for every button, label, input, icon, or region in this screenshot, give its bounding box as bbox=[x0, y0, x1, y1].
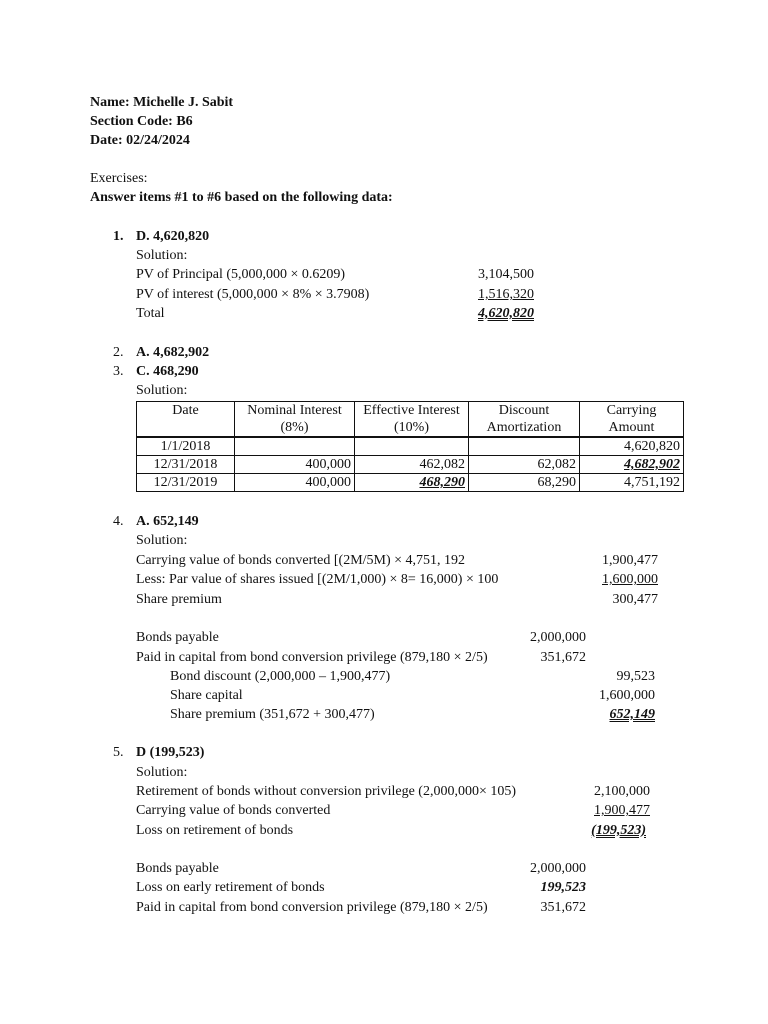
item1-line-value bbox=[440, 287, 534, 303]
item1-total-label: Total bbox=[136, 306, 165, 321]
item4-line-label: Share premium bbox=[136, 592, 222, 607]
item5-entry-label: Loss on early retirement of bonds bbox=[136, 880, 325, 895]
item5-line-value-text: (199,523) bbox=[591, 823, 646, 838]
item4-entry-credit-text: 652,149 bbox=[609, 707, 655, 722]
item5-answer: D (199,523) bbox=[136, 745, 205, 760]
table-cell bbox=[355, 437, 469, 456]
table-header-row bbox=[137, 402, 684, 438]
item3-answer: C. 468,290 bbox=[136, 364, 199, 379]
item4-entry-credit bbox=[560, 707, 655, 723]
item4-entry-debit: 2,000,000 bbox=[530, 630, 586, 645]
table-cell: 4,620,820 bbox=[580, 437, 684, 456]
item4-line-value: 1,900,477 bbox=[602, 553, 658, 568]
item4-line-label: Carrying value of bonds converted [(2M/5M) × 4,751, 192 bbox=[136, 553, 466, 568]
table-header-date: Date bbox=[137, 402, 235, 438]
table-cell: 62,082 bbox=[469, 456, 580, 474]
item4-entry-credit: 1,600,000 bbox=[599, 688, 655, 703]
item5-line-label: Loss on retirement of bonds bbox=[136, 823, 294, 838]
table-cell: 400,000 bbox=[235, 474, 355, 492]
table-cell bbox=[235, 437, 355, 456]
item4-line-value-text: 1,600,000 bbox=[602, 572, 658, 587]
table-cell-highlight bbox=[355, 474, 469, 492]
item5-entry-label: Bonds payable bbox=[136, 861, 219, 876]
item4-line-label: Less: Par value of shares issued [(2M/1,000) × 8= 16,000) × 100 bbox=[136, 572, 499, 587]
table-row bbox=[137, 456, 684, 474]
item5-line-label: Retirement of bonds without conversion privilege (2,000,000× 105) bbox=[136, 784, 516, 799]
table-cell: 462,082 bbox=[355, 456, 469, 474]
item4-solution-label: Solution: bbox=[136, 533, 188, 548]
table-row bbox=[137, 474, 684, 492]
item4-number: 4. bbox=[113, 514, 124, 529]
item3-number: 3. bbox=[113, 364, 124, 379]
table-header-effective: Effective Interest (10%) bbox=[355, 402, 469, 438]
item5-solution-label: Solution: bbox=[136, 765, 188, 780]
table-header-nominal: Nominal Interest (8%) bbox=[235, 402, 355, 438]
item1-line-label: PV of interest (5,000,000 × 8% × 3.7908) bbox=[136, 287, 370, 302]
item1-answer: D. 4,620,820 bbox=[136, 229, 210, 244]
item5-line-value: 2,100,000 bbox=[594, 784, 650, 799]
section-code: Section Code: B6 bbox=[90, 114, 193, 129]
item1-solution-label: Solution: bbox=[136, 248, 188, 263]
item4-line-value bbox=[560, 572, 658, 588]
table-cell-highlight-text: 468,290 bbox=[419, 475, 465, 490]
item1-line-value-text: 1,516,320 bbox=[478, 287, 534, 302]
item5-line-label: Carrying value of bonds converted bbox=[136, 803, 331, 818]
item5-entry-debit bbox=[490, 880, 586, 896]
item4-entry-credit: 99,523 bbox=[616, 669, 655, 684]
item5-line-value bbox=[560, 803, 650, 819]
table-cell: 12/31/2019 bbox=[137, 474, 235, 492]
item4-line-value: 300,477 bbox=[612, 592, 658, 607]
table-row bbox=[137, 437, 684, 456]
item5-entry-debit-text: 199,523 bbox=[540, 880, 586, 895]
item1-total-value-text: 4,620,820 bbox=[478, 306, 534, 321]
table-header-discount: Discount Amortization bbox=[469, 402, 580, 438]
item5-line-value-text: 1,900,477 bbox=[594, 803, 650, 818]
item4-answer: A. 652,149 bbox=[136, 514, 199, 529]
table-cell: 68,290 bbox=[469, 474, 580, 492]
item1-line-value: 3,104,500 bbox=[478, 267, 534, 282]
table-cell: 1/1/2018 bbox=[137, 437, 235, 456]
date: Date: 02/24/2024 bbox=[90, 133, 190, 148]
instruction: Answer items #1 to #6 based on the following data: bbox=[90, 190, 393, 205]
item2-number: 2. bbox=[113, 345, 124, 360]
item1-line-label: PV of Principal (5,000,000 × 0.6209) bbox=[136, 267, 346, 282]
item5-line-value bbox=[560, 823, 646, 839]
table-header-carrying: Carrying Amount bbox=[580, 402, 684, 438]
item5-entry-debit: 351,672 bbox=[540, 900, 586, 915]
table-cell: 4,751,192 bbox=[580, 474, 684, 492]
item2-answer: A. 4,682,902 bbox=[136, 345, 210, 360]
item4-entry-label: Share premium (351,672 + 300,477) bbox=[170, 707, 375, 722]
item4-entry-debit: 351,672 bbox=[540, 650, 586, 665]
item1-total-value bbox=[440, 306, 534, 322]
item3-solution-label: Solution: bbox=[136, 383, 188, 398]
item5-number: 5. bbox=[113, 745, 124, 760]
table-cell bbox=[469, 437, 580, 456]
item4-entry-label: Bonds payable bbox=[136, 630, 219, 645]
table-cell-highlight bbox=[580, 456, 684, 474]
table-cell-highlight-text: 4,682,902 bbox=[624, 457, 680, 472]
student-name: Name: Michelle J. Sabit bbox=[90, 95, 234, 110]
amortization-table bbox=[136, 401, 684, 492]
item5-entry-label: Paid in capital from bond conversion privilege (879,180 × 2/5) bbox=[136, 900, 488, 915]
item1-number: 1. bbox=[113, 229, 124, 244]
item4-entry-label: Paid in capital from bond conversion privilege (879,180 × 2/5) bbox=[136, 650, 488, 665]
table-cell: 12/31/2018 bbox=[137, 456, 235, 474]
table-cell: 400,000 bbox=[235, 456, 355, 474]
item4-entry-label: Bond discount (2,000,000 – 1,900,477) bbox=[170, 669, 391, 684]
item5-entry-debit: 2,000,000 bbox=[530, 861, 586, 876]
exercises-label: Exercises: bbox=[90, 171, 148, 186]
item4-entry-label: Share capital bbox=[170, 688, 243, 703]
